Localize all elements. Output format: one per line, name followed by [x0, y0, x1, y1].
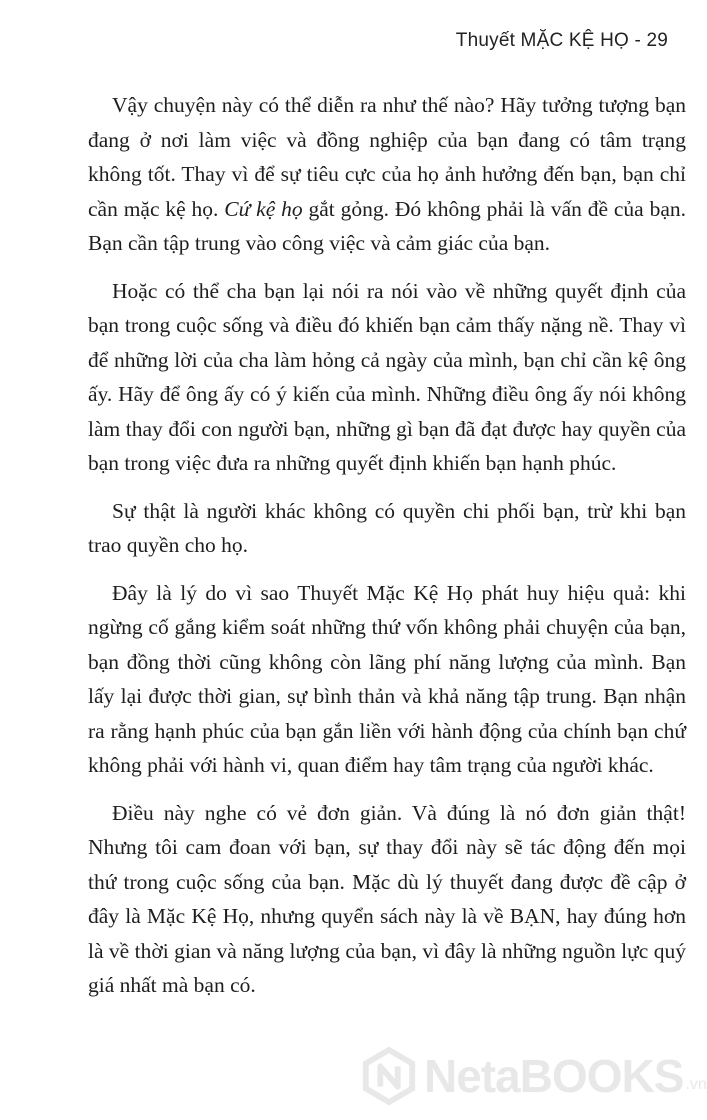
watermark-suffix: .vn [685, 1076, 707, 1093]
running-header: Thuyết MẶC KỆ HỌ - 29 [455, 30, 668, 51]
hexagon-n-logo-icon [360, 1047, 418, 1105]
paragraph-1-italic: Cứ kệ họ [224, 196, 303, 221]
paragraph-5: Điều này nghe có vẻ đơn giản. Và đúng là nó đơn giản thật! Nhưng tôi cam đoan với bạn, sự thay đổi này sẽ tác động đến mọi thứ trong cuộc sống của bạn. Mặc dù lý thuyết đang được đề cập ở đây là Mặc Kệ Họ, nhưng quyển sách này là về BẠN, hay đúng hơn là về thời gian và năng lượng của bạn, vì đây là những nguồn lực quý giá nhất mà bạn có. [88, 800, 686, 997]
paragraph-3: Sự thật là người khác không có quyền chi phối bạn, trừ khi bạn trao quyền cho họ. [88, 498, 686, 557]
paragraph-4: Đây là lý do vì sao Thuyết Mặc Kệ Họ phát huy hiệu quả: khi ngừng cố gắng kiểm soát những thứ vốn không phải chuyện của bạn, bạn đồng thời cũng không còn lãng phí năng lượng của mình. Bạn lấy lại được thời gian, sự bình thản và khả năng tập trung. Bạn nhận ra rằng hạnh phúc của bạn gắn liền với hành động của chính bạn chứ không phải với hành vi, quan điểm hay tâm trạng của người khác. [88, 580, 686, 777]
paragraph-1-after: gắt gỏng. Đó không phải là vấn đề của bạn. Bạn cần tập trung vào công việc và cảm giác của bạn. [88, 196, 686, 255]
watermark [360, 1044, 707, 1108]
page-body [88, 88, 686, 1016]
paragraph-1-before: Vậy chuyện này có thể diễn ra như thế nào? Hãy tưởng tượng bạn đang ở nơi làm việc và đồng nghiệp của bạn đang có tâm trạng không tốt. Thay vì để sự tiêu cực của họ ảnh hưởng đến bạn, bạn chỉ cần mặc kệ họ. [88, 93, 686, 221]
paragraph-1 [88, 88, 686, 261]
paragraph-2: Hoặc có thể cha bạn lại nói ra nói vào về những quyết định của bạn trong cuộc sống và điều đó khiến bạn cảm thấy nặng nề. Thay vì để những lời của cha làm hỏng cả ngày của mình, bạn chỉ cần kệ ông ấy. Hãy để ông ấy có ý kiến của mình. Những điều ông ấy nói không làm thay đổi con người bạn, những gì bạn đã đạt được hay quyền của bạn trong việc đưa ra những quyết định khiến bạn hạnh phúc. [88, 278, 686, 475]
watermark-brand: NetaBOOKS [424, 1050, 684, 1102]
